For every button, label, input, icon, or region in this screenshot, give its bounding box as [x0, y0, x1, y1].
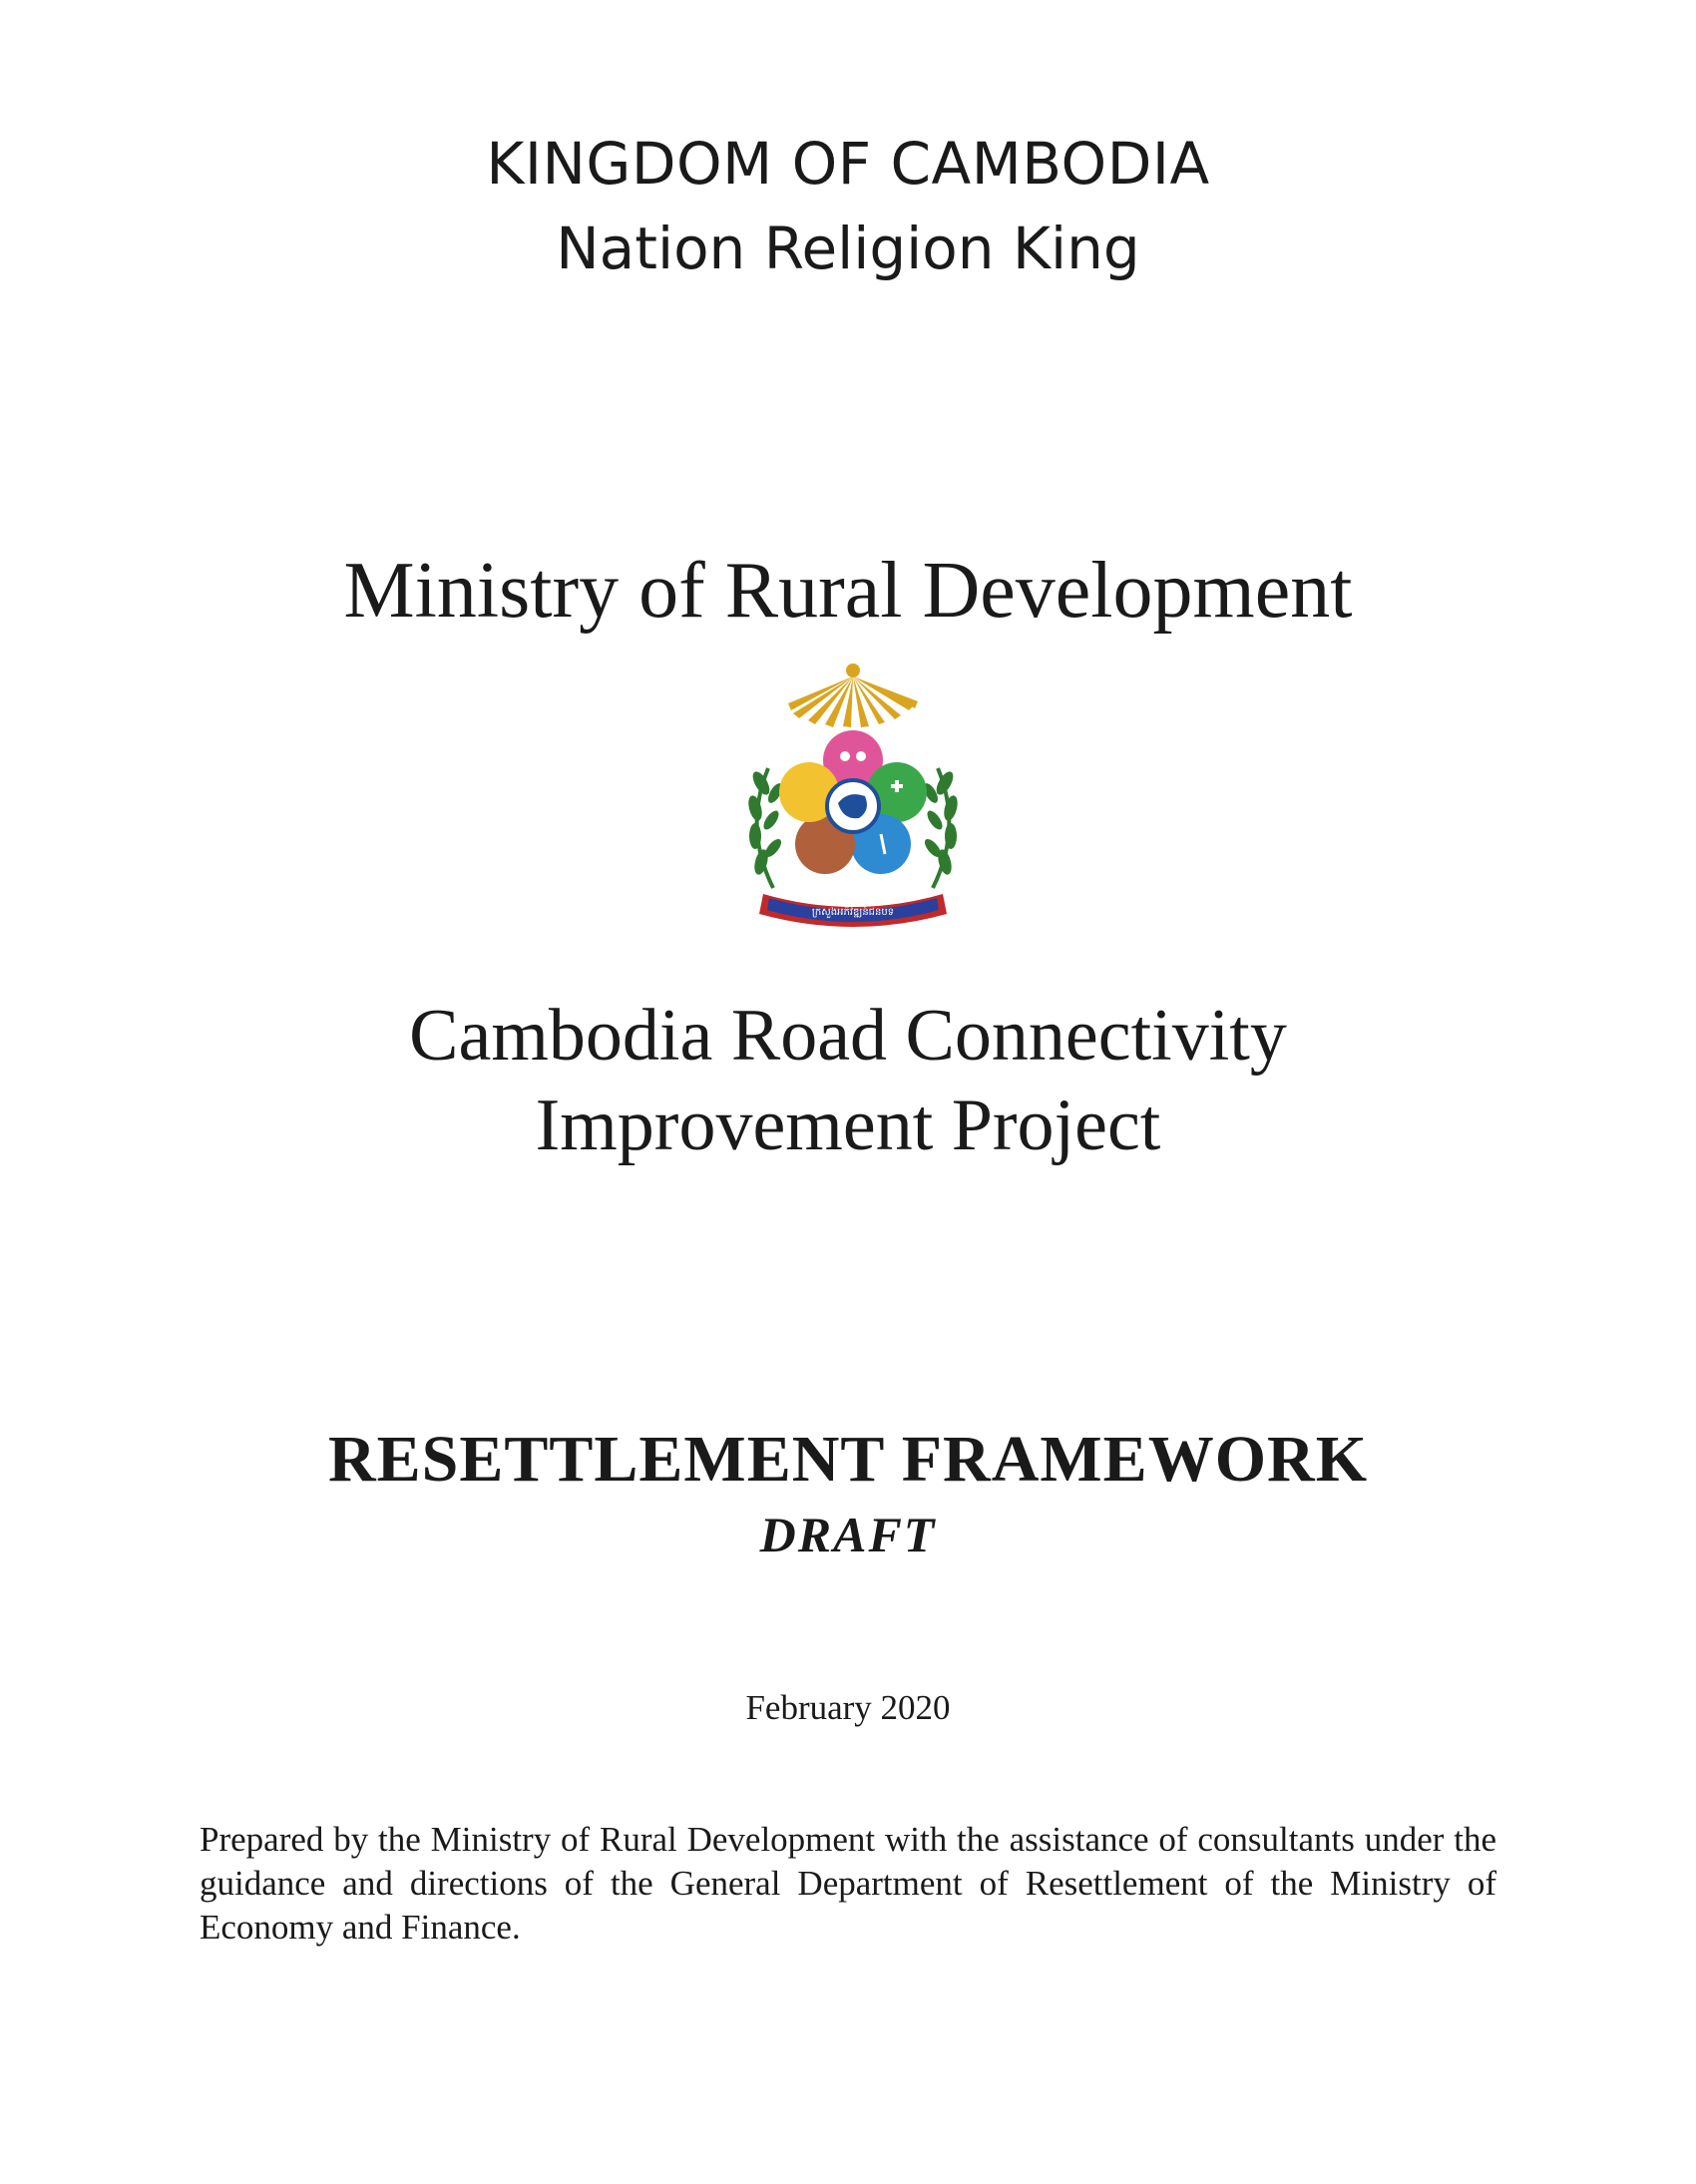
project-title-line-1: Cambodia Road Connectivity	[409, 995, 1287, 1077]
document-status: DRAFT	[759, 1507, 937, 1562]
kingdom-heading: KINGDOM OF CAMBODIA	[486, 130, 1210, 198]
ribbon-banner	[759, 894, 947, 927]
ribbon-text: ក្រសួងអភិវឌ្ឍន៍ជនបទ	[811, 907, 895, 918]
flower-petals	[779, 730, 927, 874]
sun-rays	[788, 663, 918, 727]
document-title: RESETTLEMENT FRAMEWORK	[327, 1423, 1369, 1496]
prepared-by-statement: Prepared by the Ministry of Rural Development with the assistance of consultants under the guidance and directions of the General Department of Resettlement of the Ministry of Economy and Finance.	[200, 1820, 1496, 1947]
laurel-left	[746, 768, 785, 888]
document-date: February 2020	[745, 1688, 951, 1727]
project-title	[0, 991, 1696, 1170]
national-motto: Nation Religion King	[556, 215, 1140, 282]
ministry-name: Ministry of Rural Development	[343, 547, 1353, 635]
ministry-emblem-icon	[733, 658, 973, 928]
project-title-line-2: Improvement Project	[535, 1085, 1161, 1166]
laurel-right	[921, 768, 960, 888]
